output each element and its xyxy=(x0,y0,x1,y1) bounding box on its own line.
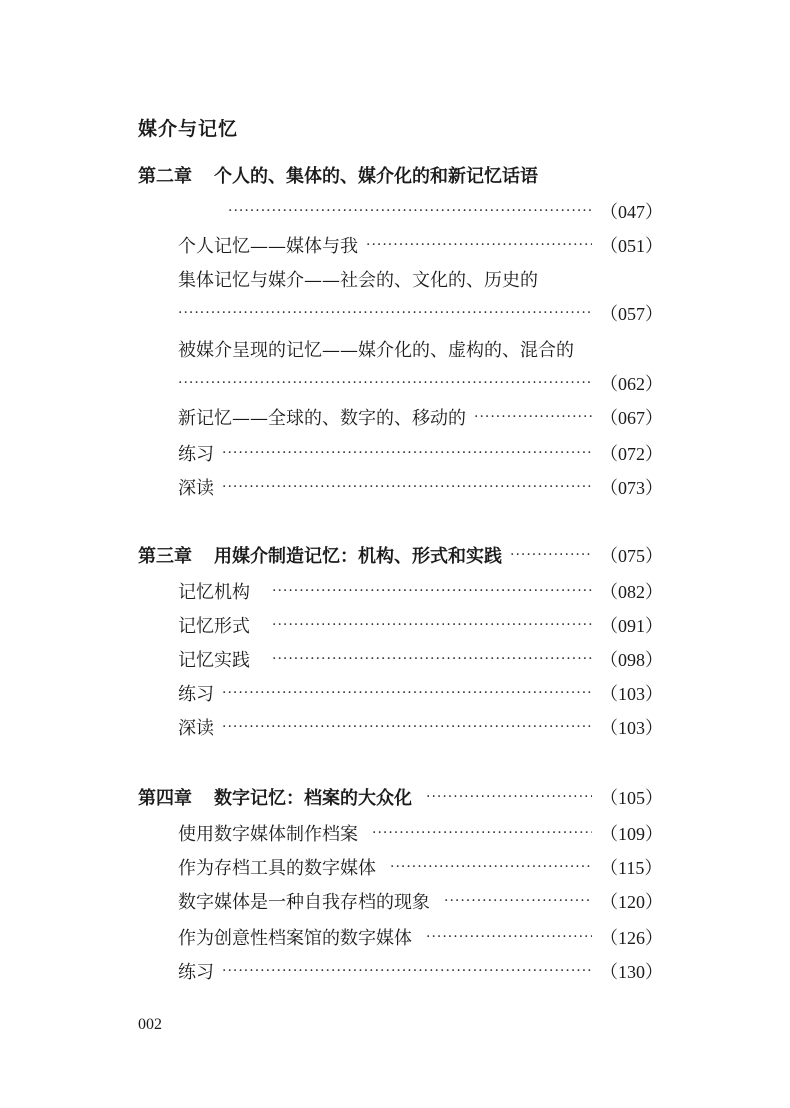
chapter-heading[interactable] xyxy=(138,782,663,812)
page-number: （109） xyxy=(600,824,663,844)
toc-entry[interactable] xyxy=(178,818,663,848)
section-title: 被媒介呈现的记忆——媒介化的、虚构的、混合的 xyxy=(178,340,574,361)
page-number: （126） xyxy=(600,928,663,948)
toc-entry[interactable] xyxy=(178,852,663,882)
toc-entry-title[interactable] xyxy=(178,264,538,294)
toc-entry[interactable] xyxy=(178,402,663,432)
toc-entry[interactable] xyxy=(178,956,663,986)
chapter-heading xyxy=(138,160,538,190)
toc-entry[interactable] xyxy=(178,610,663,640)
page-number: （098） xyxy=(600,650,663,670)
page-number: （073） xyxy=(600,478,663,498)
section-title: 作为存档工具的数字媒体 xyxy=(178,858,376,879)
chapter-number: 第四章 xyxy=(138,788,192,809)
dot-leader xyxy=(178,305,592,321)
page-number: （051） xyxy=(600,236,663,256)
page-number: （130） xyxy=(600,962,663,982)
page-number: （103） xyxy=(600,684,663,704)
chapter-title: 用媒介制造记忆：机构、形式和实践 xyxy=(214,546,502,567)
section-title: 深读 xyxy=(178,478,214,499)
section-title: 记忆实践 xyxy=(178,650,250,671)
chapter-title: 数字记忆：档案的大众化 xyxy=(214,788,412,809)
page-number: （120） xyxy=(600,892,663,912)
toc-entry[interactable] xyxy=(178,472,663,502)
page-number: （103） xyxy=(600,718,663,738)
chapter-title: 个人的、集体的、媒介化的和新记忆话语 xyxy=(214,166,538,187)
dot-leader xyxy=(228,203,592,219)
toc-entry-title[interactable] xyxy=(178,334,574,364)
toc-entry[interactable] xyxy=(178,712,663,742)
toc-leader-row xyxy=(178,368,663,398)
section-title: 新记忆——全球的、数字的、移动的 xyxy=(178,408,466,429)
toc-entry[interactable] xyxy=(178,576,663,606)
toc-entry[interactable] xyxy=(178,644,663,674)
dot-leader xyxy=(474,409,592,425)
chapter-number: 第二章 xyxy=(138,166,192,187)
toc-entry[interactable] xyxy=(178,922,663,952)
page-number: （062） xyxy=(600,374,663,394)
section-title: 数字媒体是一种自我存档的现象 xyxy=(178,892,430,913)
folio-page-number: 002 xyxy=(138,1016,162,1033)
page-number: （067） xyxy=(600,408,663,428)
page-number: （075） xyxy=(600,546,663,566)
toc-leader-row xyxy=(228,196,663,226)
dot-leader xyxy=(366,237,592,253)
section-title: 集体记忆与媒介——社会的、文化的、历史的 xyxy=(178,270,538,291)
page-number: （105） xyxy=(600,788,663,808)
dot-leader xyxy=(390,859,592,875)
page-number: （082） xyxy=(600,582,663,602)
dot-leader xyxy=(222,445,592,461)
page-number: （047） xyxy=(600,202,663,222)
dot-leader xyxy=(222,719,592,735)
page-number: （057） xyxy=(600,304,663,324)
section-title: 练习 xyxy=(178,962,214,983)
chapter-heading[interactable] xyxy=(138,540,663,570)
dot-leader xyxy=(222,685,592,701)
section-title: 使用数字媒体制作档案 xyxy=(178,824,358,845)
dot-leader xyxy=(222,479,592,495)
dot-leader xyxy=(272,651,592,667)
dot-leader xyxy=(444,893,592,909)
section-title: 记忆机构 xyxy=(178,582,250,603)
dot-leader xyxy=(426,929,592,945)
toc-entry[interactable] xyxy=(178,678,663,708)
chapter-number: 第三章 xyxy=(138,546,192,567)
section-title: 深读 xyxy=(178,718,214,739)
dot-leader xyxy=(372,825,592,841)
dot-leader xyxy=(222,963,592,979)
section-title: 个人记忆——媒体与我 xyxy=(178,236,358,257)
section-title: 作为创意性档案馆的数字媒体 xyxy=(178,928,412,949)
dot-leader xyxy=(178,375,592,391)
page-number: （091） xyxy=(600,616,663,636)
section-title: 练习 xyxy=(178,444,214,465)
page-number: （115） xyxy=(600,858,663,878)
dot-leader xyxy=(272,617,592,633)
toc-entry[interactable] xyxy=(178,886,663,916)
page-number: （072） xyxy=(600,444,663,464)
dot-leader xyxy=(426,789,592,805)
dot-leader xyxy=(510,547,592,563)
toc-leader-row xyxy=(178,298,663,328)
toc-entry[interactable] xyxy=(178,230,663,260)
dot-leader xyxy=(272,583,592,599)
toc-entry[interactable] xyxy=(178,438,663,468)
section-title: 记忆形式 xyxy=(178,616,250,637)
section-title: 练习 xyxy=(178,684,214,705)
running-title: 媒介与记忆 xyxy=(138,118,239,140)
